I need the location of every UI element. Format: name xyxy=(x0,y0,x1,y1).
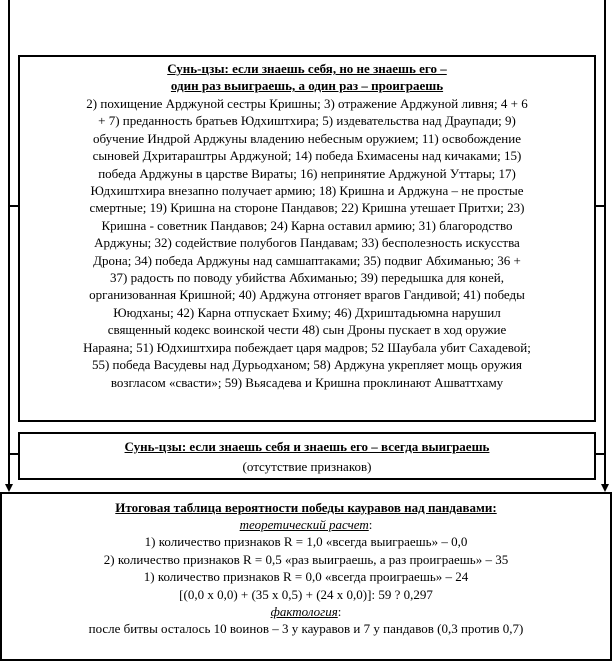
box1-line: смертные; 19) Кришна на стороне Пандавов; 22) Кришна утешает Притхи; 23) xyxy=(89,200,525,216)
box1-line: Юдхиштхира внезапно получает армию; 18) Кришна и Арджуна – не простые xyxy=(90,183,524,199)
right-tick-bottom xyxy=(596,453,606,455)
right-arrow-head xyxy=(601,484,609,492)
box1-line: обучение Индрой Арджуны владению небесным оружием; 11) освобождение xyxy=(92,130,521,146)
box3-theory-heading xyxy=(2,516,610,533)
left-arrow-head xyxy=(5,484,13,492)
left-tick-bottom xyxy=(8,453,18,455)
box1-line: священный кодекс воинской чести 48) сын Дроны пускает в ход оружие xyxy=(107,322,507,338)
right-connector-line xyxy=(604,0,606,484)
box3-line1: 1) количество признаков R = 1,0 «всегда выиграешь» – 0,0 xyxy=(144,534,468,550)
box2-title: Сунь-цзы: если знаешь себя и знаешь его – всегда выиграешь xyxy=(124,439,490,454)
box1-title-line1: Сунь-цзы: если знаешь себя, но не знаешь его – xyxy=(167,61,447,76)
box1-line: сыновей Дхритараштры Арджуной; 14) победа Бхимасены над кичаками; 15) xyxy=(92,148,522,164)
theory-label: теоретический расчет xyxy=(239,517,369,532)
box3-line2: 2) количество признаков R = 0,5 «раз выиграешь, а раз проиграешь» – 35 xyxy=(103,551,509,567)
box1-line: 2) похищение Арджуной сестры Кришны; 3) отражение Арджуной ливня; 4 + 6 xyxy=(86,96,528,111)
box3-fact-line: после битвы осталось 10 воинов – 3 у кауравов и 7 у пандавов (0,3 против 0,7) xyxy=(88,621,524,637)
fact-label: фактология xyxy=(270,604,338,620)
box2-subtitle: (отсутствие признаков) xyxy=(242,459,372,474)
theory-colon: : xyxy=(368,517,373,532)
left-connector-line xyxy=(8,0,10,484)
box1-title-line2: один раз выиграешь, а один раз – проиграешь xyxy=(170,78,444,93)
box1-line: 37) радость по поводу убийства Абхиманью; 39) передышка для коней, xyxy=(110,270,504,286)
box1-line: победа Арджуны в царстве Вираты; 16) непринятие Арджуной Уттары; 17) xyxy=(98,165,516,181)
box1-line: организованная Кришной; 40) Арджуна отгоняет врагов Гандивой; 41) победы xyxy=(89,287,525,303)
box3-formula: [(0,0 x 0,0) + (35 x 0,5) + (24 x 0,0)]: 59 ? 0,297 xyxy=(179,586,433,602)
box1-line: 55) победа Васудевы над Дурьодханом; 58) Арджуна укрепляет мощь оружия xyxy=(91,357,523,373)
box1-line: Арджуны; 32) содействие полубогов Пандавам; 33) бесполезность искусства xyxy=(94,235,520,251)
box3-fact-heading xyxy=(2,603,610,620)
box1-line: возгласом «свасти»; 59) Вьясадева и Кришна проклинают Ашваттхаму xyxy=(110,374,504,390)
box3-line3: 1) количество признаков R = 0,0 «всегда проиграешь» – 24 xyxy=(143,569,469,585)
box1-line: Дрона; 34) победа Арджуны над самшаптаками; 35) подвиг Абхиманью; 36 + xyxy=(93,252,521,268)
box-full-knowledge xyxy=(18,432,596,480)
right-tick-top xyxy=(596,205,606,207)
box1-body xyxy=(20,95,594,391)
box1-line: Ююдханы; 42) Карна отпускает Бхиму; 46) Дхриштадьюмна нарушил xyxy=(113,304,501,320)
box-summary-table xyxy=(0,492,612,661)
fact-colon: : xyxy=(337,604,342,620)
box-partial-knowledge xyxy=(18,55,596,422)
box1-line: Кришна - советник Пандавов; 24) Карна оставил армию; 31) благородство xyxy=(101,217,513,233)
box1-line: Нараяна; 51) Юдхиштхира побеждает царя мадров; 52 Шаубала убит Сахадевой; xyxy=(83,339,531,355)
left-tick-top xyxy=(8,205,18,207)
box3-title: Итоговая таблица вероятности победы кауравов над пандавами: xyxy=(115,500,497,515)
box1-line: + 7) преданность братьев Юдхиштхира; 5) издевательства над Драупади; 9) xyxy=(98,113,516,129)
